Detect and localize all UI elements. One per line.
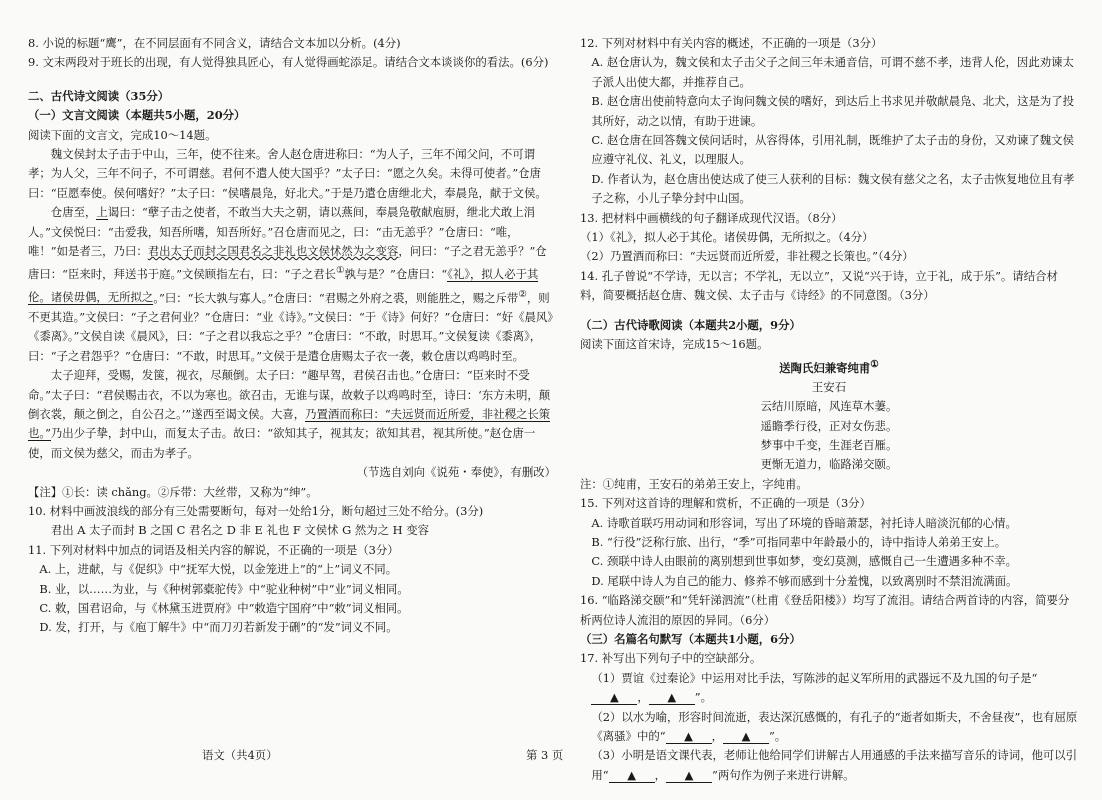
question-12-option-c: C. 赵仓唐在回答魏文侯问话时，从容得体，引用礼制，既维护了太子击的身份，又劝谏了魏文侯应遵守礼仪、礼义，以理服人。: [591, 133, 1074, 167]
question-17-part-1: （1）贾谊《过秦论》中运用对比手法，写陈涉的起义军所用的武器远不及九国的句子是“▲ ， ▲ ”。: [591, 670, 1038, 705]
subsection-dictation: （三）名篇名句默写（本题共1小题，6分）: [580, 631, 801, 646]
answer-blank[interactable]: ▲: [649, 690, 695, 705]
poetry-instruction: 阅读下面这首宋诗，完成15～16题。: [580, 337, 769, 352]
question-13-part-2: （2）乃置酒而称曰：“夫远贤而近所爱，非社稷之长策也。”（4分）: [580, 249, 914, 264]
passage-source: （节选自刘向《说苑・奉使》，有删改）: [356, 465, 556, 480]
underlined-sentence-2: 乃置酒而称曰：“夫远贤而近所爱，非社稷之长策也。”: [28, 406, 551, 441]
question-13: 13. 把材料中画横线的句子翻译成现代汉语。（8分）: [580, 210, 843, 225]
question-10-sentence: 君出 A 太子而封 B 之国 C 君名之 D 非 E 礼也 F 文侯怵 G 然为之 H 变容: [50, 523, 430, 538]
question-15-option-c: C. 颈联中诗人由眼前的离别想到世事如梦，变幻莫测，感慨自己一生遭遇多种不幸。: [591, 554, 1018, 569]
question-12-option-a: A. 赵仓唐认为，魏文侯和太子击父子之间三年未通音信，可谓不慈不孝，违背人伦，因此劝谏太子派人出使大都，并推荐自己。: [591, 55, 1074, 89]
page-number: 第 3 页: [526, 748, 564, 762]
dotted-word-chi: 敕: [421, 348, 433, 363]
question-17-part-2: （2）以水为喻，形容时间流逝，表达深沉感慨的，有孔子的“逝者如斯夫，不舍昼夜”，也有屈原《离骚》中的“ ▲ ， ▲ ”。: [591, 709, 1078, 744]
passage-paragraph-2: 仓唐至，上谒曰：“孽子击之使者，不敢当大夫之朝，请以燕间，奉晨凫敬献庖厨，绁北犬敢上涓人。”文侯悦曰：“击爱我，知吾所嗜，知吾所好。”召仓唐而见之，曰：“击无恙乎？”仓唐曰：“唯，唯！”如是者三，乃曰：君出太子而封之国君名之非礼也文侯怵然为之变容，问曰：“子之君无恙乎？”仓唐曰：“臣来时，拜送书于庭。”文侯顾指左右，曰：“子之君长①孰与是？”仓唐曰：“《礼》，拟人必于其伦。诸侯毋偶，无所拟之。”曰：“长大孰与寡人。”仓唐曰：“君赐之外府之裘，则能胜之，赐之斥带②，则不更其造。”文侯曰：“子之君何业？”仓唐曰：“业《诗》。”文侯曰：“于《诗》何好？”仓唐曰：“好《晨风》《黍离》。”文侯自读《晨风》，曰：“子之君以我忘之乎？”仓唐曰：“不敢，时思耳。”文侯复读《黍离》，曰：“子之君怨乎？”仓唐曰：“不敢，时思耳。”文侯于是遣仓唐赐太子衣一袭，敕仓唐以鸡鸣时至。: [28, 205, 553, 363]
passage-notes: 【注】①长：读 chǎng。②斥带：大丝带，又称为“绅”。: [28, 484, 318, 499]
passage-paragraph-3: 太子迎拜，受赐，发箧，视衣，尽颠倒。太子曰：“趣早驾，君侯召击也。”仓唐曰：“臣来时不受命。”太子曰：“君侯赐击衣，不以为寒也。欲召击，无谁与谋，故敕子以鸡鸣时至，诗曰：‘东方未明，颠倒衣裳，颠之倒之，自公召之。’”遂西至谒文侯。大喜，乃置酒而称曰：“夫远贤而近所爱，非社稷之长策也。”乃出少子挚，封中山，而复太子击。故曰：“欲知其子，视其友；欲知其君，视其所使。”赵仓唐一使，而文侯为慈父，而击为孝子。: [28, 368, 551, 460]
question-13-part-1: （1）《礼》，拟人必于其伦。诸侯毋偶，无所拟之。（4分）: [580, 230, 874, 245]
subsection-poetry: （二）古代诗歌阅读（本题共2小题，9分）: [580, 317, 801, 332]
note-marker-1: ①: [335, 265, 345, 277]
wavy-underlined-text: 君出太子而封之国君名之非礼也文侯怵然为之变容: [147, 244, 399, 259]
answer-blank[interactable]: ▲: [666, 729, 712, 744]
poem-author: 王安石: [811, 379, 847, 394]
question-12: 12. 下列对材料中有关内容的概述，不正确的一项是（3分）: [580, 36, 883, 50]
question-11: 11. 下列对材料中加点的词语及相关内容的解说，不正确的一项是（3分）: [28, 542, 399, 557]
question-17-part-3: （3）小明是语文课代表，老师让他给同学们讲解古人用通感的手法来描写音乐的诗词，他可以引用“ ▲ ， ▲ ”两句作为例子来进行讲解。: [591, 748, 1078, 782]
passage-paragraph-1: 魏文侯封太子击于中山，三年，使不往来。舍人赵仓唐进称曰：“为人子，三年不闻父问，不可谓孝；为人父，三年不问子，不可谓慈。君何不遣人使大国乎？”太子曰：“愿之久矣。未得可使者。”仓唐曰：“臣愿奉使。侯何嗜好？”太子曰：“侯嗜晨凫，好北犬。”于是乃遣仓唐绁北犬，奉晨凫，献于文侯。: [28, 147, 547, 200]
right-column: [580, 34, 1078, 785]
question-12-option-b: B. 赵仓唐出使前特意向太子询问魏文侯的嗜好，到达后上书求见并敬献晨凫、北犬，这是为了投其所好，动之以情，有助于进谏。: [591, 94, 1075, 128]
subsection-classical-prose: （一）文言文阅读（本题共5小题，20分）: [28, 108, 246, 123]
poem-title: 送陶氏妇兼寄纯甫①: [779, 358, 879, 375]
reading-instruction: 阅读下面的文言文，完成10～14题。: [28, 127, 217, 142]
poem-line: 梦事中千变，生涯老百雁。: [760, 437, 898, 452]
section-classical-reading: 二、古代诗文阅读（35分）: [28, 88, 170, 103]
question-14: 14. 孔子曾说“不学诗，无以言；不学礼，无以立”，又说“兴于诗，立于礼，成于乐”。请结合材料，简要概括赵仓唐、魏文侯、太子击与《诗经》的不同意图。（3分）: [580, 268, 1058, 303]
question-16: 16. “临路涕交颐”和“凭轩涕泗流”（杜甫《登岳阳楼》）均写了流泪。请结合两首诗的内容，简要分析两位诗人流泪的原因的异同。（6分）: [580, 593, 1070, 627]
poem-line: 更惭无道力，临路涕交颐。: [760, 457, 898, 472]
question-11-option-d: D. 发，打开，与《庖丁解牛》中“而刀刃若新发于硎”的“发”词义不同。: [39, 620, 398, 635]
left-column: [28, 34, 556, 638]
question-15-option-d: D. 尾联中诗人为自己的能力、修养不够而感到十分羞愧，以致离别时不禁泪流满面。: [591, 573, 1018, 588]
underlined-sentence-1: 《礼》，拟人必于其伦。诸侯毋偶，无所拟之: [28, 267, 539, 305]
dotted-word-shang: 上: [96, 205, 108, 220]
answer-blank[interactable]: ▲: [609, 768, 655, 783]
question-9: 9. 文末两段对于班长的出现，有人觉得独具匠心，有人觉得画蛇添足。请结合文本谈谈你的看法。(6分): [28, 55, 549, 70]
question-11-option-b: B. 业，以……为业，与《种树郭橐驼传》中“驼业种树”中“业”词义相同。: [39, 581, 409, 596]
question-8: 8. 小说的标题“鹰”，在不同层面有不同含义，请结合文本加以分析。(4分): [28, 36, 401, 50]
answer-blank[interactable]: ▲: [723, 729, 769, 744]
question-15: 15. 下列对这首诗的理解和赏析，不正确的一项是（3分）: [580, 496, 871, 511]
note-marker-2: ②: [518, 288, 527, 300]
question-12-option-d: D. 作者认为，赵仓唐出使达成了使三人获利的目标：魏文侯有慈父之名，太子击恢复地位且有孝子之称，小儿子挚分封中山国。: [591, 171, 1075, 206]
question-11-option-a: A. 上，进献，与《促织》中“抚军大悦，以金笼进上”的“上”词义不同。: [39, 562, 398, 577]
answer-blank[interactable]: ▲: [666, 768, 712, 783]
footer-subject: 语文（共4页）: [202, 748, 278, 762]
answer-blank[interactable]: ▲: [591, 690, 637, 705]
question-17: 17. 补写出下列句子中的空缺部分。: [580, 651, 762, 666]
poem-note-marker: ①: [870, 358, 879, 370]
question-11-option-c: C. 敕，国君诏命，与《林黛玉进贾府》中“敕造宁国府”中“敕”词义相同。: [39, 600, 409, 615]
question-15-option-a: A. 诗歌首联巧用动词和形容词，写出了环境的昏暗萧瑟，衬托诗人暗淡沉郁的心情。: [591, 515, 1017, 530]
poem-line: 遥瞻季行役，正对女伤悲。: [760, 418, 898, 433]
poem-note: 注：①纯甫，王安石的弟弟王安上，字纯甫。: [580, 476, 808, 491]
poem-line: 云结川原暗，风连草木萋。: [760, 399, 898, 414]
question-15-option-b: B. “行役”泛称行旅、出行，“季”可指同辈中年龄最小的，诗中指诗人弟弟王安上。: [591, 534, 1007, 549]
question-10: 10. 材料中画波浪线的部分有三处需要断句，每对一处给1分，断句超过三处不给分。(3分): [28, 503, 484, 518]
